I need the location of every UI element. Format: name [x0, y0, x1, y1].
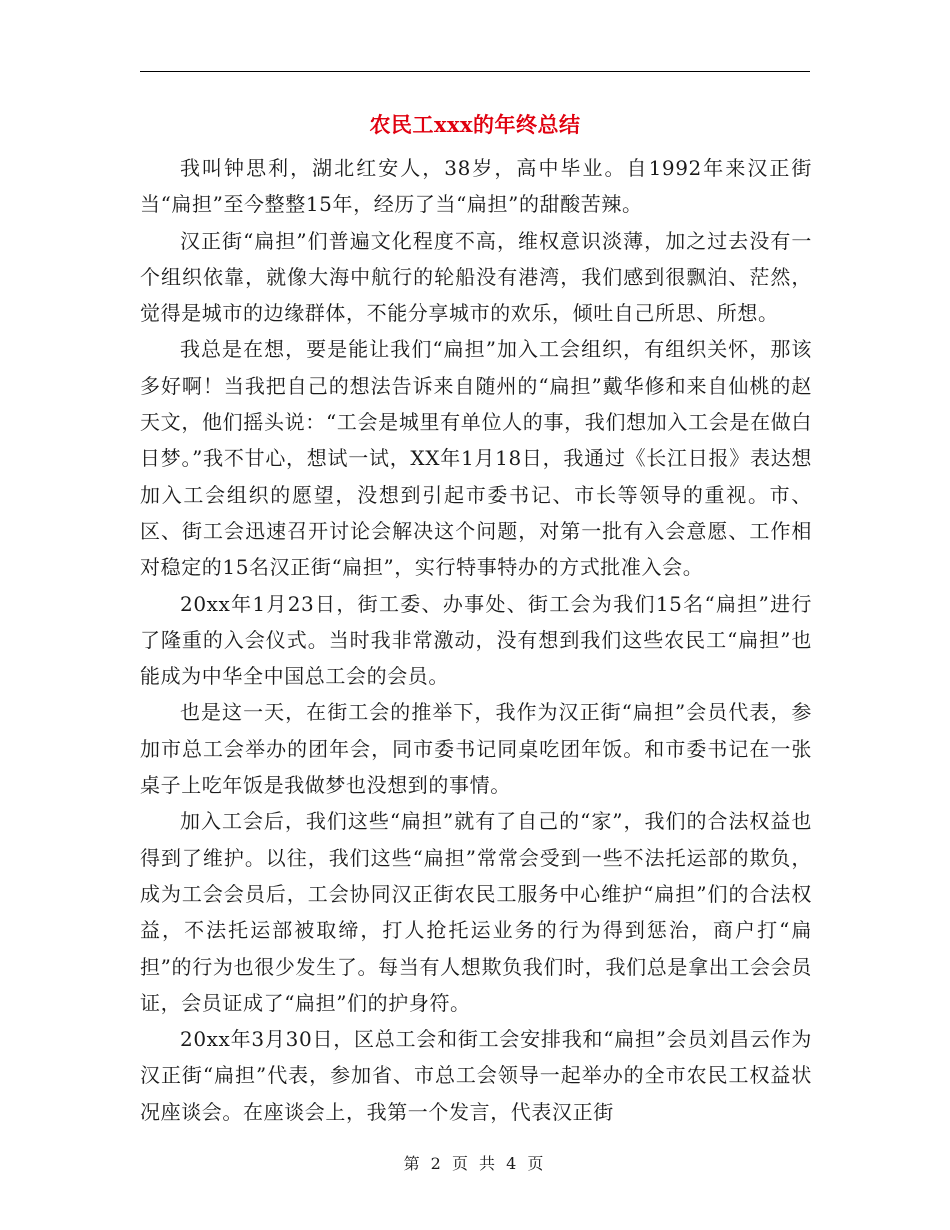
paragraph: 我叫钟思利，湖北红安人，38岁，高中毕业。自1992年来汉正街当“扁担”至今整整15年，经历了当“扁担”的甜酸苦辣。 — [140, 156, 812, 217]
page-footer: 第 2 页 共 4 页 — [403, 1154, 547, 1173]
paragraph: 汉正街“扁担”们普遍文化程度不高，维权意识淡薄，加之过去没有一个组织依靠，就像大海中航行的轮船没有港湾，我们感到很飘泊、茫然，觉得是城市的边缘群体，不能分享城市的欢乐，倾吐自己所思、所想。 — [140, 228, 812, 326]
document-body — [140, 150, 812, 1130]
paragraph: 也是这一天，在街工会的推举下，我作为汉正街“扁担”会员代表，参加市总工会举办的团年会，同市委书记同桌吃团年饭。和市委书记在一张桌子上吃年饭是我做梦也没想到的事情。 — [140, 700, 812, 798]
paragraph: 20xx年1月23日，街工委、办事处、街工会为我们15名“扁担”进行了隆重的入会仪式。当时我非常激动，没有想到我们这些农民工“扁担”也能成为中华全中国总工会的会员。 — [140, 591, 812, 689]
document-title: 农民工xxx的年终总结 — [369, 112, 581, 137]
header-rule — [140, 71, 810, 72]
paragraph: 我总是在想，要是能让我们“扁担”加入工会组织，有组织关怀，那该多好啊！当我把自己的想法告诉来自随州的“扁担”戴华修和来自仙桃的赵天文，他们摇头说：“工会是城里有单位人的事，我们想加入工会是在做白日梦。”我不甘心，想试一试，XX年1月18日，我通过《长江日报》表达想加入工会组织的愿望，没想到引起市委书记、市长等领导的重视。市、区、街工会迅速召开讨论会解决这个问题，对第一批有入会意愿、工作相对稳定的15名汉正街“扁担”，实行特事特办的方式批准入会。 — [140, 337, 812, 580]
paragraph: 加入工会后，我们这些“扁担”就有了自己的“家”，我们的合法权益也得到了维护。以往，我们这些“扁担”常常会受到一些不法托运部的欺负，成为工会会员后，工会协同汉正街农民工服务中心维护“扁担”们的合法权益，不法托运部被取缔，打人抢托运业务的行为得到惩治，商户打“扁担”的行为也很少发生了。每当有人想欺负我们时，我们总是拿出工会会员证，会员证成了“扁担”们的护身符。 — [140, 809, 812, 1015]
paragraph: 20xx年3月30日，区总工会和街工会安排我和“扁担”会员刘昌云作为汉正街“扁担”代表，参加省、市总工会领导一起举办的全市农民工权益状况座谈会。在座谈会上，我第一个发言，代表汉正街 — [140, 1027, 812, 1124]
